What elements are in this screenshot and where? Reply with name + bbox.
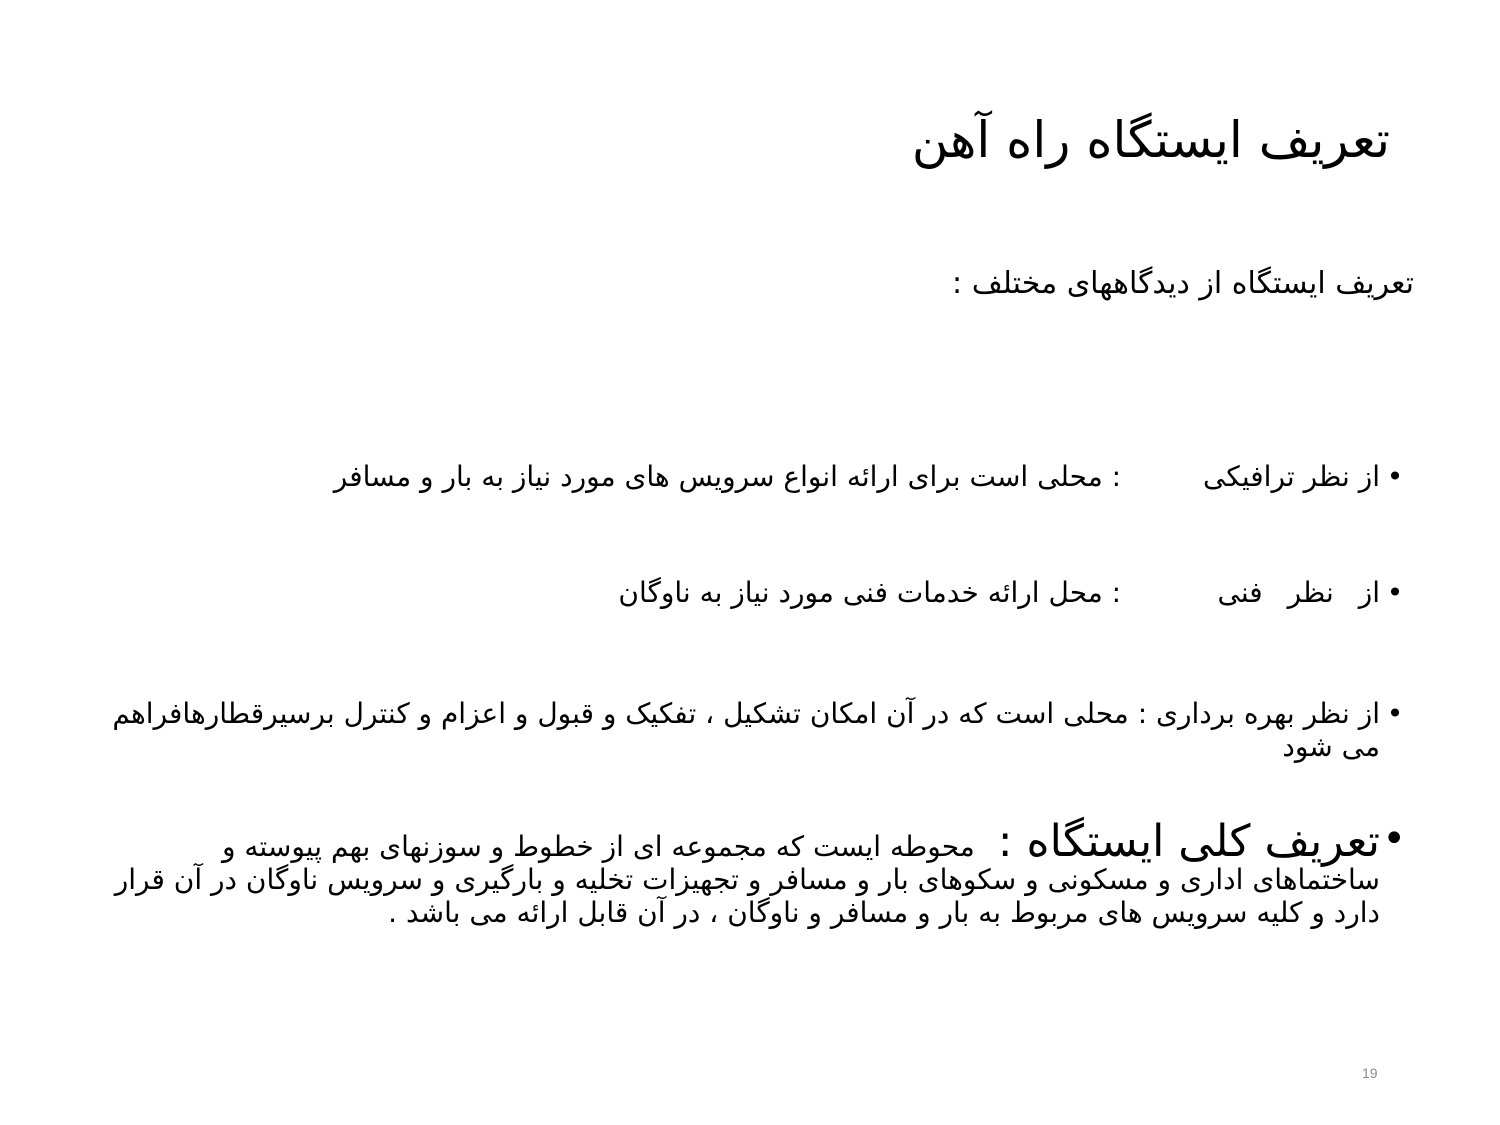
bullet-text: : محلی است که در آن امکان تشکیل ، تفکیک و قبول و اعزام و کنترل برسیرقطارهافراهم می شود [112, 697, 1380, 763]
bullet-text: : محلی است برای ارائه انواع سرویس های مورد نیاز به بار و مسافر [333, 460, 1122, 493]
bullet-label: تعریف کلی ایستگاه : [997, 816, 1380, 867]
bullet-item-traffic [96, 460, 1406, 493]
bullet-marker: • [1382, 816, 1406, 862]
slide-subtitle: تعریف ایستگاه از دیدگاههای مختلف : [952, 266, 1414, 301]
slide-title: تعریف ایستگاه راه آهن [911, 111, 1390, 169]
bullet-label: از نظر بهره برداری [1156, 697, 1380, 730]
bullet-label: از نظر فنی [1217, 576, 1380, 609]
bullet-item-operational [96, 697, 1406, 763]
bullet-marker: • [1386, 460, 1404, 493]
bullet-label: از نظر ترافیکی [1203, 460, 1380, 493]
bullet-marker: • [1386, 697, 1404, 730]
bullet-item-general-definition [96, 816, 1406, 929]
bullet-text: : محل ارائه خدمات فنی مورد نیاز به ناوگان [618, 576, 1122, 609]
bullet-marker: • [1386, 576, 1404, 609]
bullet-item-technical [96, 576, 1406, 609]
bullet-text: محوطه ایست که مجموعه ای از خطوط و سوزنهای بهم پیوسته و ساختماهای اداری و مسکونی و سکوهای بار و مسافر و تجهیزات تخلیه و بارگیری و سرویس ناوگان در آن قرار دارد و کلیه سرویس های مربوط به بار و مسافر و ناوگان ، در آن قابل ارائه می باشد . [114, 830, 1380, 929]
page-number: 19 [1362, 1065, 1378, 1081]
bullet-list [96, 460, 1406, 929]
